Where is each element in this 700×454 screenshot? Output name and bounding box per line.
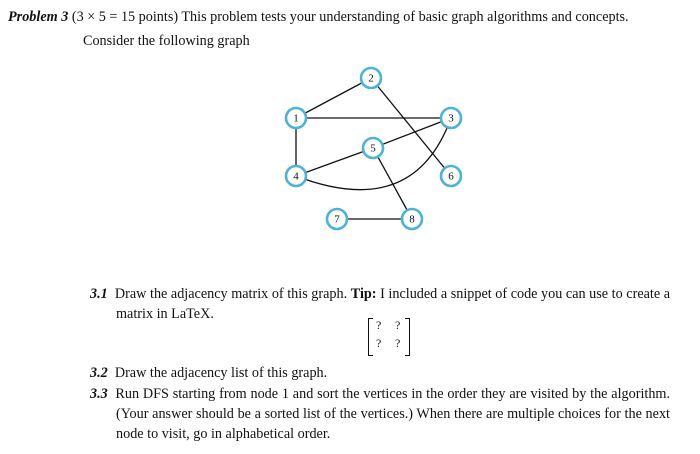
question-number: 3.3 <box>90 386 108 402</box>
edge-5-8 <box>373 148 412 219</box>
question-3-2 <box>90 363 670 383</box>
node-1 <box>286 108 306 128</box>
node-6 <box>441 166 461 186</box>
question-number: 3.2 <box>90 365 108 381</box>
node-label: 4 <box>293 170 299 183</box>
latex-matrix <box>368 318 410 356</box>
question-text-a: Draw the adjacency matrix of this graph. <box>114 286 348 302</box>
problem-points: (3 × 5 = 15 points) <box>71 9 179 25</box>
node-label: 3 <box>448 112 454 125</box>
node-label: 8 <box>409 213 415 226</box>
problem-description: This problem tests your understanding of basic graph algorithms and concepts. <box>181 9 629 25</box>
edge-1-2 <box>296 78 371 118</box>
matrix-right-bracket <box>405 318 410 356</box>
question-text-b: I included a snippet of code you can use to create a matrix in LaTeX. <box>116 286 671 322</box>
edge-2-6 <box>371 78 451 176</box>
question-3-3 <box>90 384 670 444</box>
matrix-cell: ? <box>395 318 401 332</box>
matrix-left-bracket <box>368 318 373 356</box>
question-number: 3.1 <box>90 286 108 302</box>
node-label: 1 <box>293 112 299 125</box>
node-8 <box>402 209 422 229</box>
question-text: Run DFS starting from node 1 and sort the vertices in the order they are visited by the algorithm. (Your answer should be a sorted list of the vertices.) When there are multiple choices for the next node to visit, go in alphabetical order. <box>115 386 671 442</box>
edge-4-5 <box>296 148 373 176</box>
consider-text: Consider the following graph <box>83 33 250 49</box>
matrix-cell: ? <box>395 336 401 350</box>
node-2 <box>361 68 381 88</box>
node-4 <box>286 166 306 186</box>
node-3 <box>441 108 461 128</box>
question-text: Draw the adjacency list of this graph. <box>114 365 328 381</box>
tip-label: Tip: <box>350 286 377 302</box>
node-7 <box>327 209 347 229</box>
node-label: 7 <box>334 213 340 226</box>
problem-label: Problem 3 <box>8 9 69 25</box>
node-label: 2 <box>368 72 374 85</box>
matrix-cell: ? <box>376 336 382 350</box>
node-label: 5 <box>370 142 376 155</box>
node-5 <box>363 138 383 158</box>
graph-nodes <box>286 68 461 229</box>
matrix-cell: ? <box>376 318 382 332</box>
node-label: 6 <box>448 170 454 183</box>
